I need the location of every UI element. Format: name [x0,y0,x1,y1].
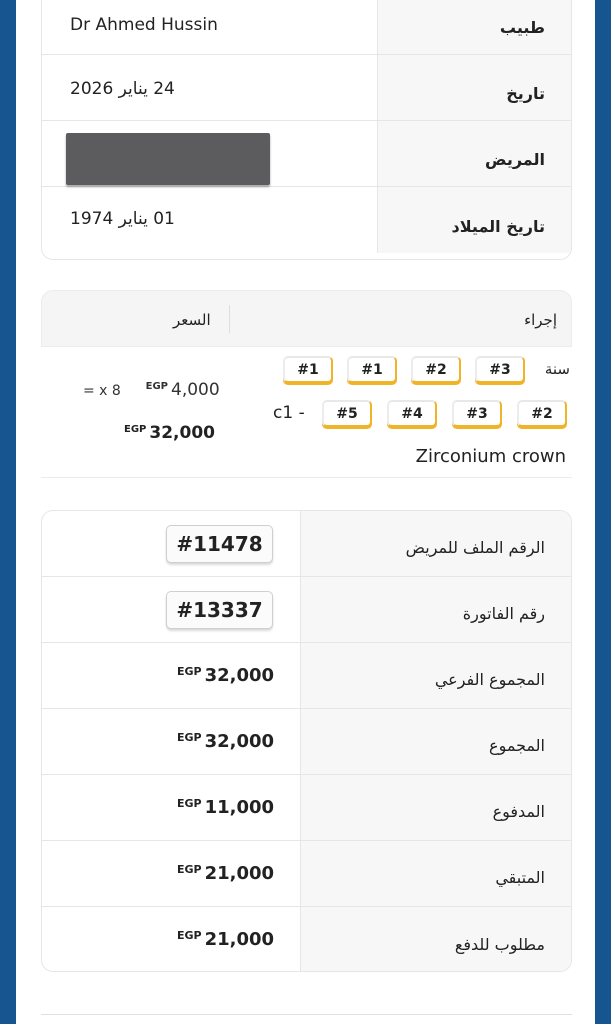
paid-value [177,797,274,818]
remaining-row [42,841,572,907]
quantity-text: = x 8 [83,383,121,399]
line-total-value: 32,000 [149,423,215,443]
remaining-value [177,863,274,884]
total-row [42,709,572,775]
amount-due-label: مطلوب للدفع [300,907,572,972]
patient-file-number-value: #11478 [166,525,273,563]
line-total [124,423,215,443]
subtotal-label: المجموع الفرعي [300,643,572,708]
amount: 32,000 [204,665,275,686]
tooth-badge[interactable]: #3 [475,356,525,383]
birthdate-value: 01 يناير 1974 [70,209,175,229]
unit-price-line [83,380,220,400]
birthdate-row [42,187,572,253]
patient-info-card [41,0,572,260]
procedures-section [41,290,572,480]
tooth-badge[interactable]: #1 [283,356,333,383]
patient-row [42,121,572,187]
doctor-label: طبيب [377,0,572,54]
amount-due-row [42,907,572,972]
date-label: تاريخ [377,55,572,120]
invoice-totals-card [41,510,572,972]
total-label: المجموع [300,709,572,774]
invoice-page [16,0,595,1024]
price-column-header: السعر [173,311,211,329]
tooth-badge[interactable]: #1 [347,356,397,383]
tooth-badge[interactable]: #3 [452,400,502,427]
amount: 11,000 [204,797,275,818]
procedure-divider [41,477,572,478]
patient-file-number-label: الرقم الملف للمريض [300,511,572,576]
paid-row [42,775,572,841]
date-row [42,55,572,121]
procedures-header [41,290,572,347]
amount: 21,000 [204,863,275,884]
year-label: سنة [544,360,570,378]
invoice-number-label: رقم الفاتورة [300,577,572,642]
bottom-divider [41,1014,572,1015]
currency-label: EGP [177,731,202,744]
doctor-value: Dr Ahmed Hussin [70,14,218,35]
line-total-currency: EGP [124,424,147,435]
patient-name-redacted [66,133,270,185]
subtotal-value [177,665,274,686]
tooth-suffix: c1 - [273,403,305,423]
currency-label: EGP [177,929,202,942]
date-value: 24 يناير 2026 [70,78,175,99]
unit-price-value: 4,000 [171,380,220,400]
subtotal-row [42,643,572,709]
currency-label: EGP [177,665,202,678]
procedure-column-header: إجراء [524,311,557,329]
window-frame-right [595,0,611,1024]
amount: 32,000 [204,731,275,752]
invoice-number-value: #13337 [166,591,273,629]
invoice-number-row [42,577,572,643]
amount-due-value [177,929,274,950]
total-value [177,731,274,752]
header-divider [229,305,230,333]
patient-label: المريض [377,121,572,186]
tooth-badge[interactable]: #2 [517,400,567,427]
patient-file-number-row [42,511,572,577]
currency-label: EGP [177,797,202,810]
birthdate-label: تاريخ الميلاد [377,187,572,253]
doctor-row [42,0,572,55]
tooth-badge[interactable]: #4 [387,400,437,427]
currency-label: EGP [177,863,202,876]
tooth-badge[interactable]: #2 [411,356,461,383]
remaining-label: المتبقي [300,841,572,906]
paid-label: المدفوع [300,775,572,840]
tooth-badge[interactable]: #5 [322,400,372,427]
procedure-name: Zirconium crown [415,446,566,467]
amount: 21,000 [204,929,275,950]
window-frame-left [0,0,16,1024]
unit-price-currency: EGP [145,381,169,392]
